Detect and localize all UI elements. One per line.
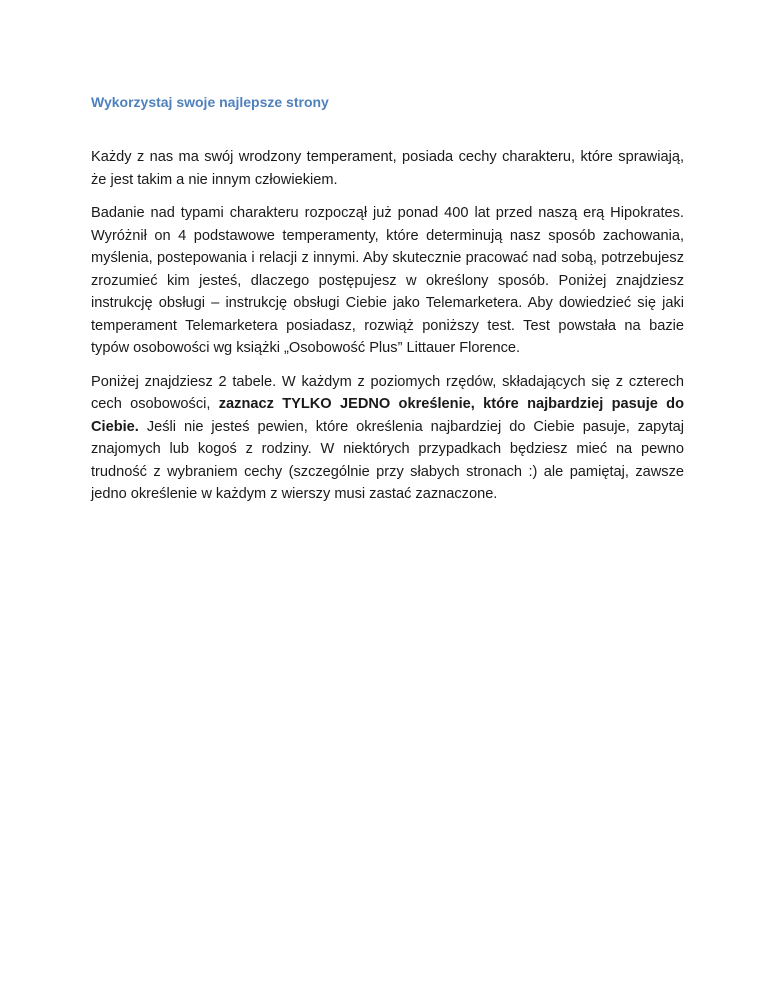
paragraph-history: Badanie nad typami charakteru rozpoczął już ponad 400 lat przed naszą erą Hipokrates. Wyróżnił on 4 podstawowe temperamenty, które determinują nasz sposób zachowania, myślenia, postepowania i relacji z innymi. Aby skutecznie pracować nad sobą, potrzebujesz zrozumieć kim jesteś, dlaczego postępujesz w określony sposób. Poniżej znajdziesz instrukcję obsługi – instrukcję obsługi Ciebie jako Telemarketera. Aby dowiedzieć się jaki temperament Telemarketera posiadasz, rozwiąż poniższy test. Test powstała na bazie typów osobowości wg książki „Osobowość Plus” Littauer Florence. bbox=[91, 205, 684, 356]
instructions-emphasis: zaznacz TYLKO JEDNO określenie, które najbardziej pasuje do Ciebie. bbox=[91, 396, 684, 435]
paragraph-instructions bbox=[91, 371, 684, 506]
instructions-text-end: Jeśli nie jesteś pewien, które określenia najbardziej do Ciebie pasuje, zapytaj znajomych lub kogoś z rodziny. W niektórych przypadkach będziesz mieć na pewno trudność z wybraniem cechy (szczególnie przy słabych stronach :) ale pamiętaj, zawsze jedno określenie w każdym z wierszy musi zastać zaznaczone. bbox=[91, 418, 684, 502]
document-body bbox=[91, 92, 684, 506]
instructions-text-start: Poniżej znajdziesz 2 tabele. W każdym z poziomych rzędów, składających się z czterech cech osobowości, bbox=[91, 373, 684, 412]
paragraph-intro: Każdy z nas ma swój wrodzony temperament, posiada cechy charakteru, które sprawiają, że jest takim a nie innym człowiekiem. bbox=[91, 149, 684, 188]
document-heading: Wykorzystaj swoje najlepsze strony bbox=[91, 94, 329, 110]
